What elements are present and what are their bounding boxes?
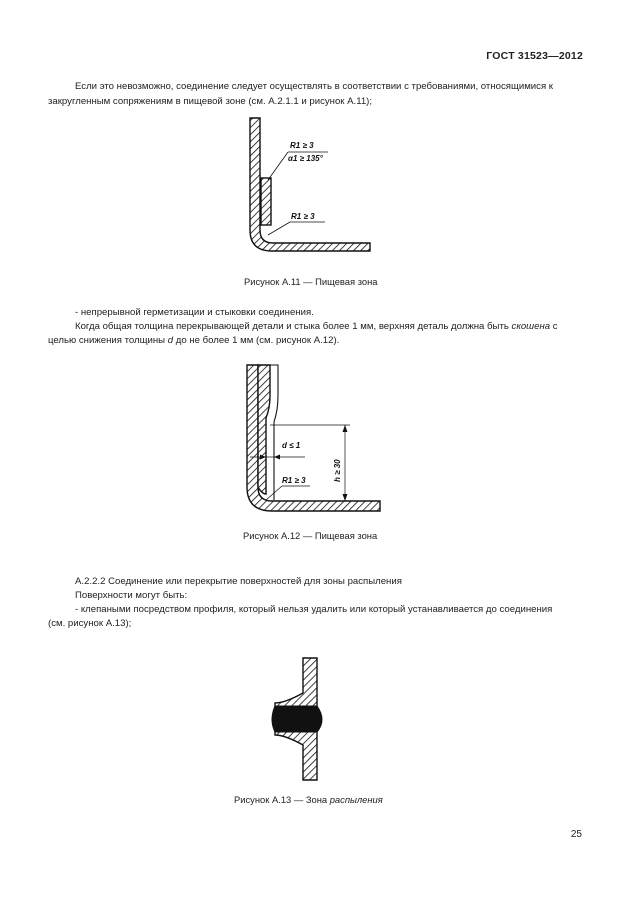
paragraph-line: - клепаными посредством профиля, который нельзя удалить или который устанавливается до соединения (75, 604, 553, 615)
paragraph-line: - непрерывной герметизации и стыковки соединения. (75, 307, 314, 318)
figure-caption: Рисунок А.13 — Зона распыления (234, 794, 383, 805)
paragraph-line: Когда общая толщина перекрывающей детали и стыка более 1 мм, верхняя деталь должна быть скошена с (75, 321, 558, 332)
paragraph-line: А.2.2.2 Соединение или перекрытие поверхностей для зоны распыления (75, 576, 402, 587)
label-h: h ≥ 30 (333, 459, 342, 482)
label-r2: R1 ≥ 3 (291, 212, 315, 221)
label-r: R1 ≥ 3 (282, 476, 306, 485)
label-d: d ≤ 1 (282, 441, 301, 450)
label-alpha: α1 ≥ 135° (288, 154, 323, 163)
paragraph-line: целью снижения толщины d до не более 1 мм (см. рисунок А.12). (48, 335, 340, 346)
document-header: ГОСТ 31523—2012 (486, 50, 583, 62)
figure-a12 (230, 360, 390, 525)
paragraph-line: Поверхности могут быть: (75, 590, 188, 601)
label-r1: R1 ≥ 3 (290, 141, 314, 150)
figure-caption: Рисунок А.12 — Пищевая зона (243, 530, 378, 541)
figure-a13 (255, 650, 345, 785)
page-number: 25 (570, 829, 582, 840)
paragraph-line: (см. рисунок А.13); (48, 618, 132, 629)
figure-caption: Рисунок А.11 — Пищевая зона (244, 276, 378, 287)
paragraph-line: закругленным сопряжениям в пищевой зоне (см. А.2.1.1 и рисунок А.11); (48, 96, 373, 107)
paragraph-line: Если это невозможно, соединение следует осуществлять в соответствии с требованиями, относящимися к (75, 81, 554, 92)
figure-a11 (230, 112, 390, 262)
